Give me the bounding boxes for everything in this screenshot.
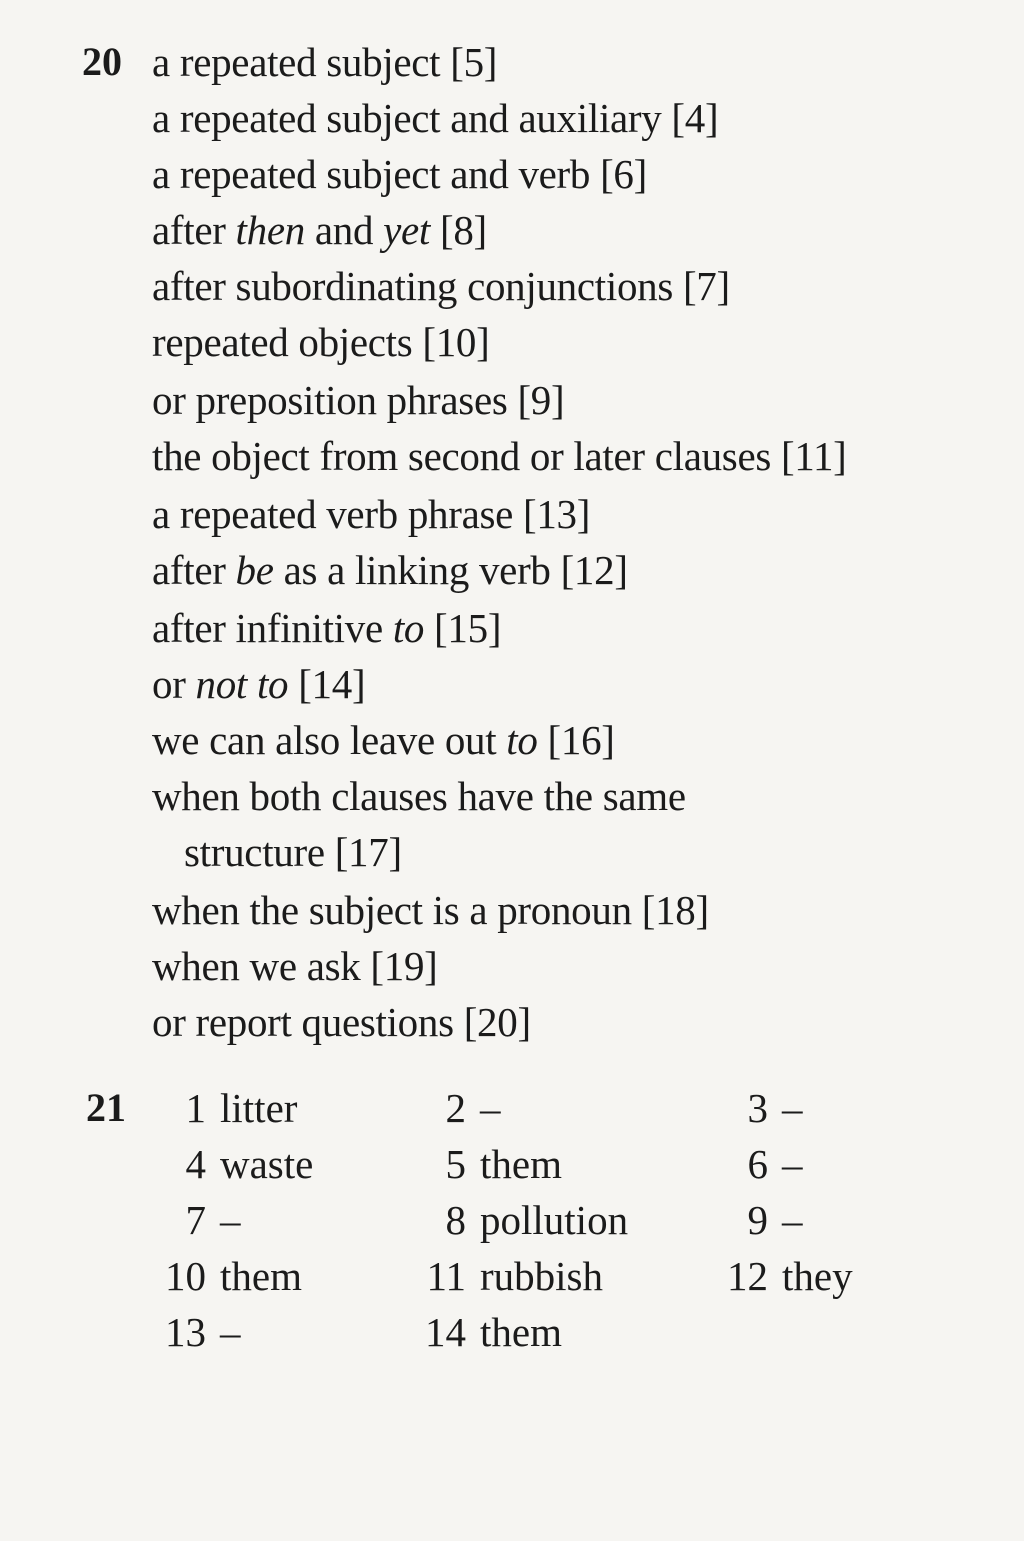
exercise-21-answer-item — [160, 1309, 241, 1355]
item-answer: they — [782, 1253, 853, 1299]
answer-text: a repeated subject and verb [6] — [152, 151, 647, 197]
item-answer: them — [220, 1253, 302, 1299]
answer-text: repeated objects [10] — [152, 319, 490, 365]
answer-text: after infinitive — [152, 605, 393, 651]
exercise-20-answer-line — [152, 999, 531, 1045]
exercise-20-answer-line — [152, 95, 719, 141]
exercise-21-answer-item — [420, 1309, 562, 1355]
exercise-20-answer-line — [152, 491, 591, 537]
exercise-21-number: 21 — [86, 1085, 126, 1130]
exercise-21-answer-item — [420, 1253, 603, 1299]
exercise-20-answer-line — [152, 773, 686, 819]
answer-text: after — [152, 207, 236, 253]
item-answer: – — [480, 1085, 501, 1131]
item-answer: – — [782, 1141, 803, 1187]
item-answer: – — [220, 1197, 241, 1243]
item-number: 1 — [185, 1085, 206, 1131]
item-answer: rubbish — [480, 1253, 603, 1299]
item-number: 14 — [425, 1309, 466, 1355]
exercise-20-answer-line — [152, 547, 628, 593]
exercise-21-answer-item — [160, 1141, 314, 1187]
answer-text: or report questions [20] — [152, 999, 531, 1045]
answer-text: a repeated verb phrase [13] — [152, 491, 591, 537]
item-number: 9 — [747, 1197, 768, 1243]
exercise-20-answer-line — [152, 263, 730, 309]
item-number: 12 — [727, 1253, 768, 1299]
exercise-21-answer-item — [420, 1085, 501, 1131]
exercise-20-answer-line — [152, 717, 615, 763]
answer-text: [8] — [430, 207, 487, 253]
item-answer: pollution — [480, 1197, 629, 1243]
item-number: 10 — [165, 1253, 206, 1299]
exercise-20-answer-line — [152, 151, 647, 197]
italic-term: then — [235, 207, 305, 253]
item-answer: them — [480, 1141, 562, 1187]
exercise-20-answer-line — [152, 943, 438, 989]
answer-text: structure [17] — [184, 829, 402, 875]
item-answer: – — [782, 1197, 803, 1243]
answer-text: [15] — [424, 605, 502, 651]
exercise-21-answer-item — [160, 1085, 298, 1131]
answer-text: a repeated subject [5] — [152, 39, 498, 85]
answer-text: a repeated subject and auxiliary [4] — [152, 95, 719, 141]
answer-text: we can also leave out — [152, 717, 507, 763]
answer-text: as a linking verb [12] — [273, 547, 628, 593]
italic-term: be — [235, 547, 274, 593]
exercise-21-answer-item — [722, 1253, 853, 1299]
exercise-21-answer-item — [722, 1141, 803, 1187]
exercise-20-answer-line — [152, 433, 847, 479]
exercise-20-number: 20 — [82, 39, 122, 84]
answer-text: the object from second or later clauses [11] — [152, 433, 847, 479]
item-answer: waste — [220, 1141, 314, 1187]
exercise-20-answer-line — [152, 605, 502, 651]
item-number: 5 — [445, 1141, 466, 1187]
answer-text: [14] — [288, 661, 366, 707]
answer-text: [16] — [537, 717, 615, 763]
item-number: 13 — [165, 1309, 206, 1355]
italic-term: to — [506, 717, 538, 763]
exercise-21-answer-item — [722, 1197, 803, 1243]
exercise-20-answer-line — [152, 319, 490, 365]
italic-term: not to — [195, 661, 289, 707]
answer-text: after subordinating conjunctions [7] — [152, 263, 730, 309]
answer-text: and — [304, 207, 384, 253]
item-answer: – — [782, 1085, 803, 1131]
item-answer: them — [480, 1309, 562, 1355]
answer-text: when the subject is a pronoun [18] — [152, 887, 709, 933]
answer-text: when we ask [19] — [152, 943, 438, 989]
exercise-21-answer-item — [160, 1197, 241, 1243]
exercise-21-answer-item — [722, 1085, 803, 1131]
item-answer: – — [220, 1309, 241, 1355]
item-number: 11 — [426, 1253, 466, 1299]
italic-term: yet — [383, 207, 431, 253]
exercise-20-answer-line — [152, 377, 565, 423]
exercise-20-answer-line — [152, 661, 366, 707]
exercise-21-answer-item — [420, 1141, 562, 1187]
item-number: 2 — [445, 1085, 466, 1131]
exercise-21-answer-item — [160, 1253, 302, 1299]
item-number: 8 — [445, 1197, 466, 1243]
italic-term: to — [392, 605, 425, 651]
exercise-21-answer-item — [420, 1197, 629, 1243]
item-number: 4 — [185, 1141, 206, 1187]
answer-text: after — [152, 547, 236, 593]
item-number: 7 — [185, 1197, 206, 1243]
exercise-20-answer-line — [152, 207, 487, 253]
answer-text: or — [152, 661, 196, 707]
item-number: 3 — [747, 1085, 768, 1131]
item-answer: litter — [220, 1085, 298, 1131]
exercise-20-answer-line — [184, 829, 402, 875]
answer-text: when both clauses have the same — [152, 773, 686, 819]
exercise-20-answer-line — [152, 39, 498, 85]
item-number: 6 — [747, 1141, 768, 1187]
answer-text: or preposition phrases [9] — [152, 377, 565, 423]
exercise-20-answer-line — [152, 887, 709, 933]
